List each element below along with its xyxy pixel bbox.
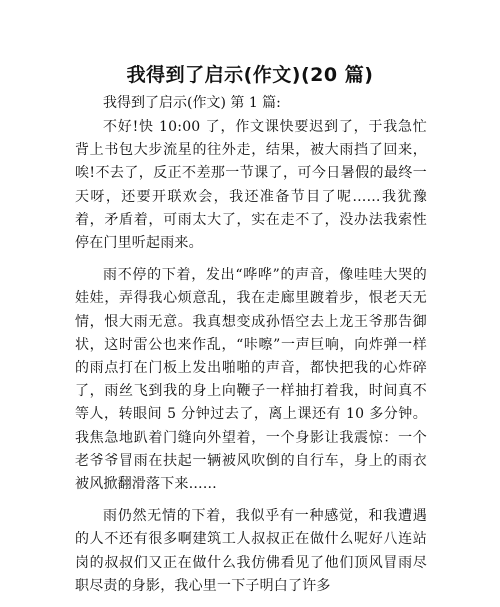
document-title: 我得到了启示(作文)(20 篇): [126, 64, 374, 86]
document-body: [75, 116, 427, 607]
document-subtitle: 我得到了启示(作文) 第 1 篇:: [103, 95, 281, 111]
paragraph: 不好!快 10:00 了，作文课快要迟到了，于我急忙背上书包大步流星的往外走，结果，被大雨挡了回来，唉!不去了，反正不差那一节课了，可今日暑假的最终一天呀，还要开联欢会，我还准备节目了呢……我犹豫着，矛盾着，可雨太大了，实在走不了，没办法我索性停在门里听起雨来。: [75, 119, 427, 252]
paragraph: 雨不停的下着，发出“哗哗”的声音，像哇哇大哭的娃娃，弄得我心烦意乱，我在走廊里踱着步，恨老天无情，恨大雨无意。我真想变成孙悟空去上龙王爷那告御状，这时雷公也来作乱，“咔嚓”一声巨响，向炸弹一样的雨点打在门板上发出啪啪的声音，都快把我的心炸碎了，雨丝飞到我的身上向鞭子一样抽打着我，时间真不等人，转眼间 5 分钟过去了，离上课还有 10 多分钟。我焦急地趴着门缝向外望着，一个身影让我震惊：一个老爷爷冒雨在扶起一辆被风吹倒的自行车，身上的雨衣被风掀翻滑落下来……: [75, 267, 427, 493]
paragraph: 雨仍然无情的下着，我似乎有一种感觉，和我遭遇的人不还有很多啊建筑工人叔叔正在做什么呢好八连站岗的叔叔们又正在做什么我仿佛看见了他们顶风冒雨尽职尽责的身影，我心里一下子明白了许多: [75, 508, 427, 594]
